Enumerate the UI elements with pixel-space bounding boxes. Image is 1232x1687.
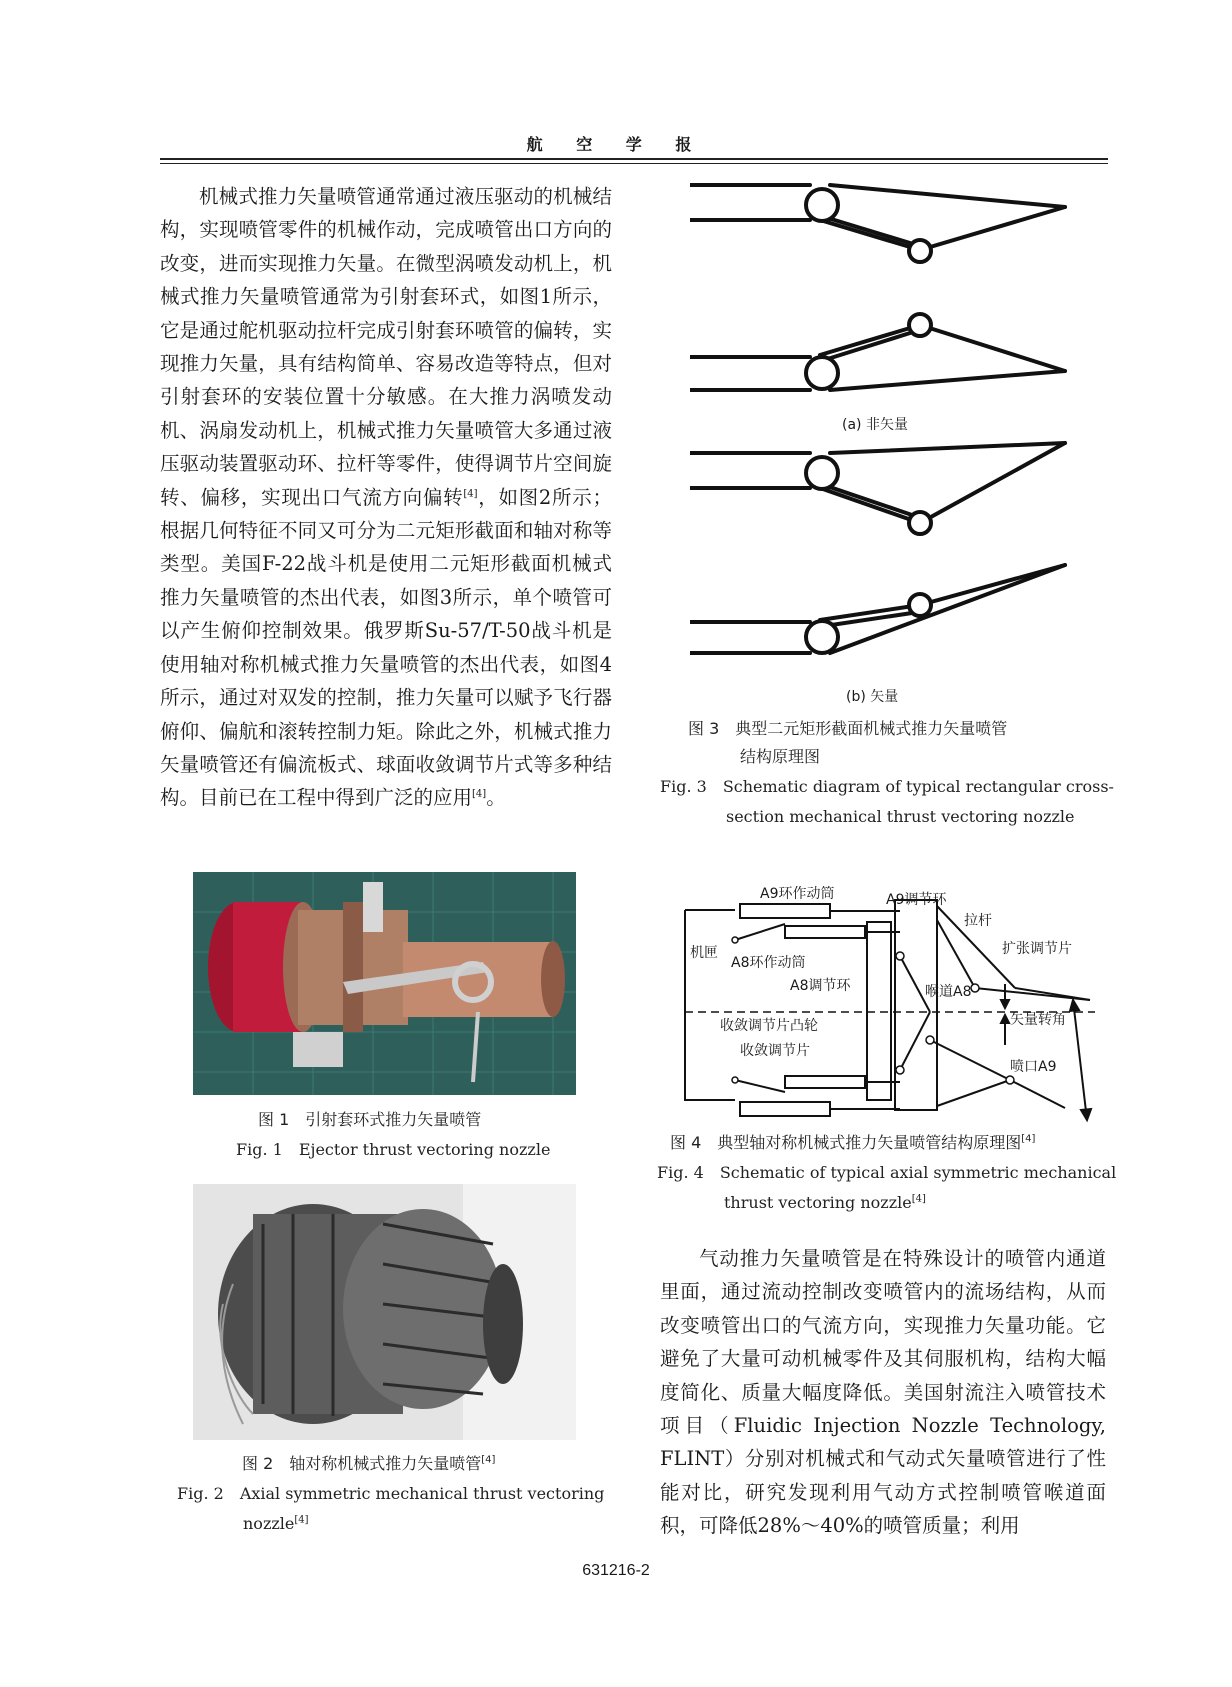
figure-3-caption-cn-1: 图 3 典型二元矩形截面机械式推力矢量喷管 — [688, 719, 1008, 738]
fig4-label-divergent-flap: 扩张调节片 — [1002, 941, 1072, 957]
figure-4-caption-cn: 图 4 典型轴对称机械式推力矢量喷管结构原理图[4] — [670, 1133, 1036, 1152]
figure-1-photo — [193, 872, 576, 1095]
fig4-label-exit: 喷口A9 — [1010, 1059, 1057, 1075]
page-number: 631216-2 — [582, 1562, 650, 1579]
figure-2-caption-en-2: nozzle[4] — [243, 1514, 309, 1533]
ejector-nozzle-illustration — [193, 872, 576, 1095]
figure-3b-label: (b) 矢量 — [846, 689, 899, 705]
fig4-label-vector-angle: 矢量转角 — [1010, 1012, 1066, 1028]
fig4-label-a8-ring: A8调节环 — [790, 978, 851, 994]
figure-2-photo — [193, 1184, 576, 1440]
figure-2-caption-en-1: Fig. 2 Axial symmetric mechanical thrust vectoring — [177, 1484, 605, 1503]
header-rule-thick — [160, 158, 1108, 160]
header-rule-thin — [160, 163, 1108, 164]
figure-1-caption-en: Fig. 1 Ejector thrust vectoring nozzle — [236, 1140, 551, 1159]
figure-3-caption-en-2: section mechanical thrust vectoring nozzle — [726, 807, 1075, 826]
figure-2-caption-cn: 图 2 轴对称机械式推力矢量喷管[4] — [242, 1454, 496, 1473]
journal-header: 航 空 学 报 — [526, 135, 706, 154]
figure-3a-label: (a) 非矢量 — [842, 417, 908, 433]
fig4-label-throat: 喉道A8 — [925, 984, 972, 1000]
right-column-text — [660, 1242, 1106, 1543]
left-paragraph-1: 机械式推力矢量喷管通常通过液压驱动的机械结构，实现喷管零件的机械作动，完成喷管出口方向的改变，进而实现推力矢量。在微型涡喷发动机上，机械式推力矢量喷管通常为引射套环式，如图1所示，它是通过舵机驱动拉杆完成引射套环喷管的偏转，实现推力矢量，具有结构简单、容易改造等特点，但对引射套环的安装位置十分敏感。在大推力涡喷发动机、涡扇发动机上，机械式推力矢量喷管大多通过液压驱动装置驱动环、拉杆等零件，使得调节片空间旋转、偏移，实现出口气流方向偏转[4]，如图2所示；根据几何特征不同又可分为二元矩形截面和轴对称等类型。美国F-22战斗机是使用二元矩形截面机械式推力矢量喷管的杰出代表，如图3所示，单个喷管可以产生俯仰控制效果。俄罗斯Su-57/T-50战斗机是使用轴对称机械式推力矢量喷管的杰出代表，如图4所示，通过对双发的控制，推力矢量可以赋予飞行器俯仰、偏航和滚转控制力矩。除此之外，机械式推力矢量喷管还有偏流板式、球面收敛调节片式等多种结构。目前已在工程中得到广泛的应用[4]。 — [160, 185, 612, 810]
figure-1-caption-cn: 图 1 引射套环式推力矢量喷管 — [258, 1110, 482, 1129]
figure-4-caption-en-1: Fig. 4 Schematic of typical axial symmetric mechanical — [657, 1163, 1117, 1182]
figure-4-diagram — [675, 880, 1095, 1125]
figure-3-caption-cn-2: 结构原理图 — [740, 747, 821, 766]
figure-4-caption-en-2: thrust vectoring nozzle[4] — [724, 1193, 926, 1212]
right-paragraph-1: 气动推力矢量喷管是在特殊设计的喷管内通道里面，通过流动控制改变喷管内的流场结构，从而改变喷管出口的气流方向，实现推力矢量功能。它避免了大量可动机械零件及其伺服机构，结构大幅度简化、质量大幅度降低。美国射流注入喷管技术项目（Fluidic Injection Nozzle Technology, FLINT）分别对机械式和气动式矢量喷管进行了性能对比，研究发现利用气动方式控制喷管喉道面积，可降低28%～40%的喷管质量；利用 — [660, 1247, 1106, 1538]
fig4-label-rod: 拉杆 — [964, 913, 992, 929]
left-column-text — [160, 180, 612, 815]
fig4-label-cam: 收敛调节片凸轮 — [720, 1018, 818, 1034]
figure-3-caption-en-1: Fig. 3 Schematic diagram of typical rectangular cross- — [660, 777, 1114, 796]
axisymmetric-nozzle-illustration — [193, 1184, 576, 1440]
fig4-label-a8-actuator: A8环作动筒 — [731, 955, 806, 971]
fig4-label-convergent-flap: 收敛调节片 — [740, 1043, 810, 1059]
fig4-label-casing: 机匣 — [690, 945, 718, 961]
fig4-label-a9-actuator: A9环作动筒 — [760, 886, 835, 902]
fig4-label-a9-ring: A9调节环 — [886, 892, 947, 908]
